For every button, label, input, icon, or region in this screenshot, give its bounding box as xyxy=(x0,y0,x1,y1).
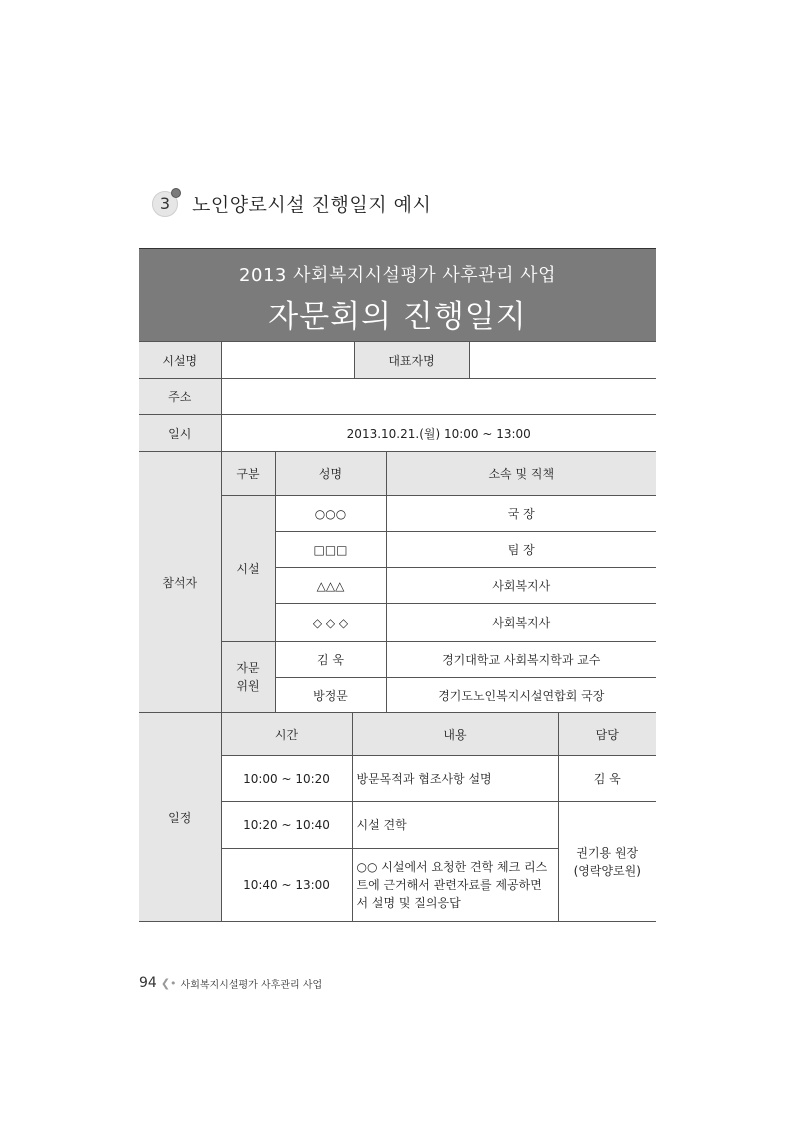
representative-label: 대표자명 xyxy=(354,342,469,379)
representative-value xyxy=(469,342,656,379)
page-number: 94 xyxy=(139,975,157,991)
schedule-time: 10:00 ~ 10:20 xyxy=(221,756,352,802)
schedule-owner-shared: 권기용 원장 (영락양로원) xyxy=(558,802,656,922)
banner-subtitle: 2013 사회복지시설평가 사후관리 사업 xyxy=(239,265,556,286)
attendee-position: 경기도노인복지시설연합회 국장 xyxy=(386,678,656,713)
header-name: 성명 xyxy=(275,452,386,496)
schedule-table xyxy=(139,712,656,922)
header-position: 소속 및 직책 xyxy=(386,452,656,496)
header-category: 구분 xyxy=(221,452,275,496)
address-label: 주소 xyxy=(139,379,221,415)
facility-label: 시설명 xyxy=(139,342,221,379)
schedule-owner: 김 욱 xyxy=(558,756,656,802)
facility-value xyxy=(221,342,354,379)
attendee-name: ◇ ◇ ◇ xyxy=(275,604,386,642)
info-table xyxy=(139,341,656,452)
attendee-name: 김 욱 xyxy=(275,642,386,678)
attendees-label: 참석자 xyxy=(139,452,221,713)
address-value xyxy=(221,379,656,415)
header-owner: 담당 xyxy=(558,713,656,756)
schedule-content: 시설 견학 xyxy=(352,802,558,849)
footer-title: 사회복지시설평가 사후관리 사업 xyxy=(180,979,323,991)
section-number-badge xyxy=(152,191,178,217)
attendee-name: △△△ xyxy=(275,568,386,604)
advisor-group-label: 자문 위원 xyxy=(221,642,275,713)
attendee-position: 사회복지사 xyxy=(386,604,656,642)
attendee-position: 경기대학교 사회복지학과 교수 xyxy=(386,642,656,678)
attendee-name: 방정문 xyxy=(275,678,386,713)
chevron-left-icon: ❮• xyxy=(160,976,177,990)
facility-group-label: 시설 xyxy=(221,496,275,642)
schedule-label: 일정 xyxy=(139,713,221,922)
schedule-content: 방문목적과 협조사항 설명 xyxy=(352,756,558,802)
header-time: 시간 xyxy=(221,713,352,756)
badge-dot-icon xyxy=(171,188,181,198)
schedule-time: 10:40 ~ 13:00 xyxy=(221,849,352,922)
banner-title: 자문회의 진행일지 xyxy=(268,299,527,335)
schedule-content: ○○ 시설에서 요청한 견학 체크 리스트에 근거해서 관련자료를 제공하면서 설명 및 질의응답 xyxy=(352,849,558,922)
attendees-table xyxy=(139,451,656,713)
date-value: 2013.10.21.(월) 10:00 ~ 13:00 xyxy=(221,415,656,452)
section-number: 3 xyxy=(159,194,171,213)
header-content: 내용 xyxy=(352,713,558,756)
date-label: 일시 xyxy=(139,415,221,452)
page-footer xyxy=(139,975,322,991)
section-title: 노인양로시설 진행일지 예시 xyxy=(192,194,432,216)
attendee-position: 사회복지사 xyxy=(386,568,656,604)
meeting-log-form xyxy=(139,248,656,922)
attendee-position: 팀 장 xyxy=(386,532,656,568)
attendee-position: 국 장 xyxy=(386,496,656,532)
attendee-name: □□□ xyxy=(275,532,386,568)
attendee-name: ○○○ xyxy=(275,496,386,532)
section-heading xyxy=(152,190,431,217)
form-banner xyxy=(139,248,656,341)
schedule-time: 10:20 ~ 10:40 xyxy=(221,802,352,849)
